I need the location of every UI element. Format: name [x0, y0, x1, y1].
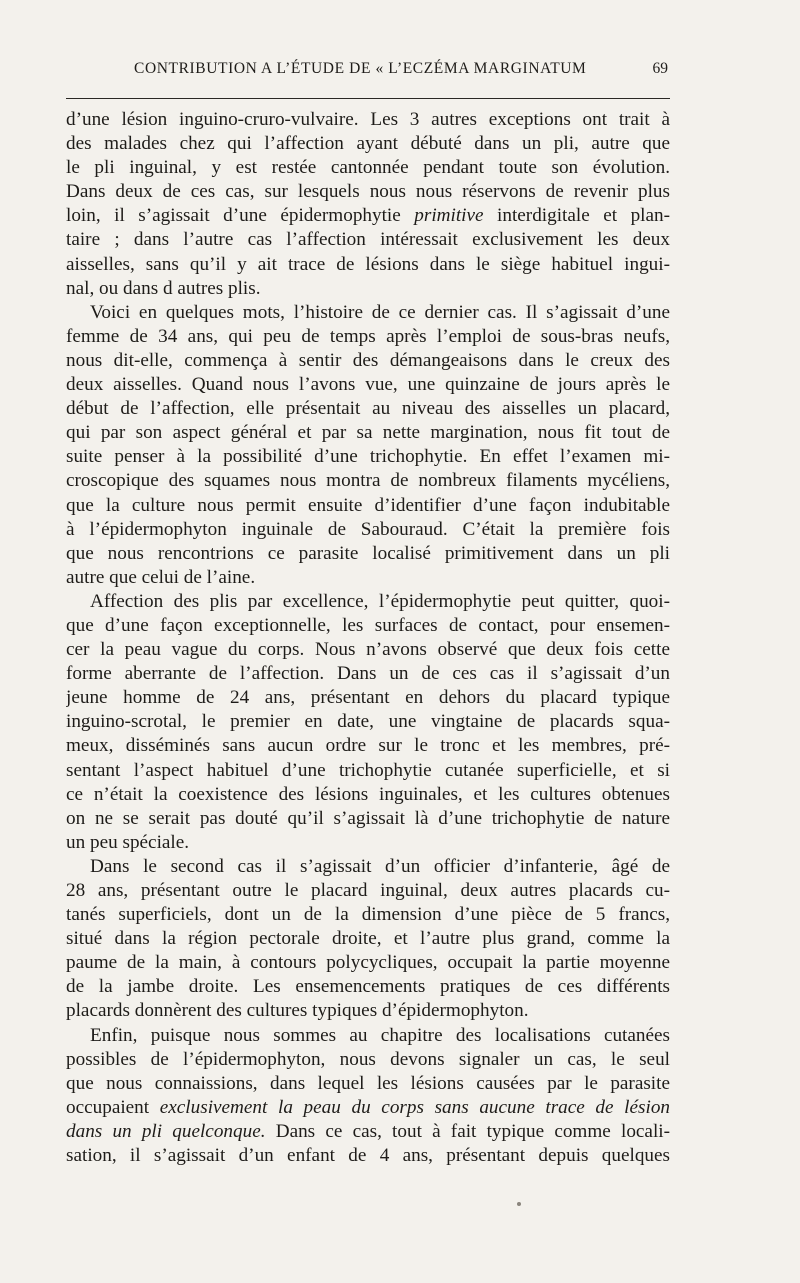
- text-line: Dans le second cas il s’agissait d’un officier d’infanterie, âgé de: [90, 855, 670, 877]
- text-line: sentant l’aspect habituel d’une trichophytie cutanée superficielle, et si: [66, 759, 670, 781]
- text-line: [66, 1120, 670, 1144]
- text-line: autre que celui de l’aine.: [66, 566, 256, 588]
- body-text: [66, 108, 670, 1168]
- text-run: Dans ce cas, tout à fait typique comme locali-: [265, 1120, 670, 1142]
- header-rule: [66, 98, 670, 99]
- text-line: début de l’affection, elle présentait au niveau des aisselles un placard,: [66, 398, 670, 420]
- text-line: [66, 204, 670, 228]
- text-line: situé dans la région pectorale droite, et l’autre plus grand, comme la: [66, 928, 670, 950]
- text-line: 28 ans, présentant outre le placard inguinal, deux autres placards cu-: [66, 880, 670, 901]
- page-number: 69: [652, 60, 668, 77]
- text-line: taire ; dans l’autre cas l’affection intéressait exclusivement les deux: [66, 229, 670, 251]
- text-line: ce n’était la coexistence des lésions inguinales, et les cultures obtenues: [66, 783, 670, 805]
- text-line: placards donnèrent des cultures typiques d’épidermophyton.: [66, 1000, 529, 1022]
- text-line: Dans deux de ces cas, sur lesquels nous nous réservons de revenir plus: [66, 181, 670, 203]
- text-line: nous dit-elle, commença à sentir des démangeaisons dans le creux des: [66, 349, 670, 371]
- text-line: que nous rencontrions ce parasite localisé primitivement dans un pli: [66, 542, 670, 564]
- text-line: nal, ou dans d autres plis.: [66, 277, 261, 299]
- text-line: que la culture nous permit ensuite d’identifier d’une façon indubitable: [66, 494, 670, 516]
- text-line: cer la peau vague du corps. Nous n’avons observé que deux fois cette: [66, 639, 670, 661]
- text-line: croscopique des squames nous montra de nombreux filaments mycéliens,: [66, 470, 670, 492]
- text-line: tanés superficiels, dont un de la dimension d’une pièce de 5 francs,: [66, 904, 670, 926]
- running-title: CONTRIBUTION A L’ÉTUDE DE « L’ECZÉMA MARGINATUM: [134, 60, 587, 77]
- text-line: Affection des plis par excellence, l’épidermophytie peut quitter, quoi-: [90, 590, 670, 612]
- text-line: inguino-scrotal, le premier en date, une vingtaine de placards squa-: [66, 711, 670, 733]
- text-line: on ne se serait pas douté qu’il s’agissait là d’une trichophytie de nature: [66, 807, 670, 829]
- text-line: Voici en quelques mots, l’histoire de ce dernier cas. Il s’agissait d’une: [90, 301, 670, 323]
- text-line: jeune homme de 24 ans, présentant en dehors du placard typique: [66, 687, 670, 709]
- text-line: forme aberrante de l’affection. Dans un de ces cas il s’agissait d’un: [66, 663, 670, 685]
- text-line: suite penser à la possibilité d’une trichophytie. En effet l’examen mi-: [66, 446, 670, 468]
- text-line: sation, il s’agissait d’un enfant de 4 ans, présentant depuis quelques: [66, 1145, 670, 1167]
- italic-run: primitive: [414, 205, 484, 227]
- text-line: aisselles, sans qu’il y ait trace de lésions dans le siège habituel ingui-: [66, 253, 670, 275]
- text-line: que d’une façon exceptionnelle, les surfaces de contact, pour ensemen-: [66, 614, 670, 636]
- italic-run: dans un pli quelconque.: [66, 1120, 266, 1142]
- italic-run: exclusivement la peau du corps sans aucune trace de lésion: [159, 1096, 670, 1118]
- text-line: [66, 1096, 670, 1120]
- text-run: loin, il s’agissait d’une épidermophytie: [66, 205, 415, 227]
- running-head: [66, 60, 670, 84]
- text-line: d’une lésion inguino-cruro-vulvaire. Les 3 autres exceptions ont trait à: [66, 109, 670, 130]
- text-line: que nous connaissions, dans lequel les lésions causées par le parasite: [66, 1072, 670, 1094]
- text-line: qui par son aspect général et par sa nette margination, nous fit tout de: [66, 422, 670, 444]
- text-line: Enfin, puisque nous sommes au chapitre des localisations cutanées: [90, 1024, 670, 1046]
- text-line: femme de 34 ans, qui peu de temps après l’emploi de sous-bras neufs,: [66, 325, 670, 347]
- text-line: paume de la main, à contours polycycliques, occupait la partie moyenne: [66, 952, 670, 974]
- text-run: interdigitale et plan-: [483, 205, 670, 227]
- text-run: occupaient: [66, 1096, 160, 1118]
- paper-speck: [517, 1202, 521, 1206]
- text-line: deux aisselles. Quand nous l’avons vue, une quinzaine de jours après le: [66, 374, 670, 396]
- text-line: possibles de l’épidermophyton, nous devons signaler un cas, le seul: [66, 1048, 670, 1070]
- text-line: à l’épidermophyton inguinale de Sabouraud. C’était la première fois: [66, 518, 670, 540]
- text-line: le pli inguinal, y est restée cantonnée pendant toute son évolution.: [66, 157, 670, 179]
- text-line: un peu spéciale.: [66, 831, 190, 853]
- text-line: des malades chez qui l’affection ayant débuté dans un pli, autre que: [66, 133, 670, 155]
- text-line: meux, disséminés sans aucun ordre sur le tronc et les membres, pré-: [66, 735, 670, 757]
- text-line: de la jambe droite. Les ensemencements pratiques de ces différents: [66, 976, 670, 998]
